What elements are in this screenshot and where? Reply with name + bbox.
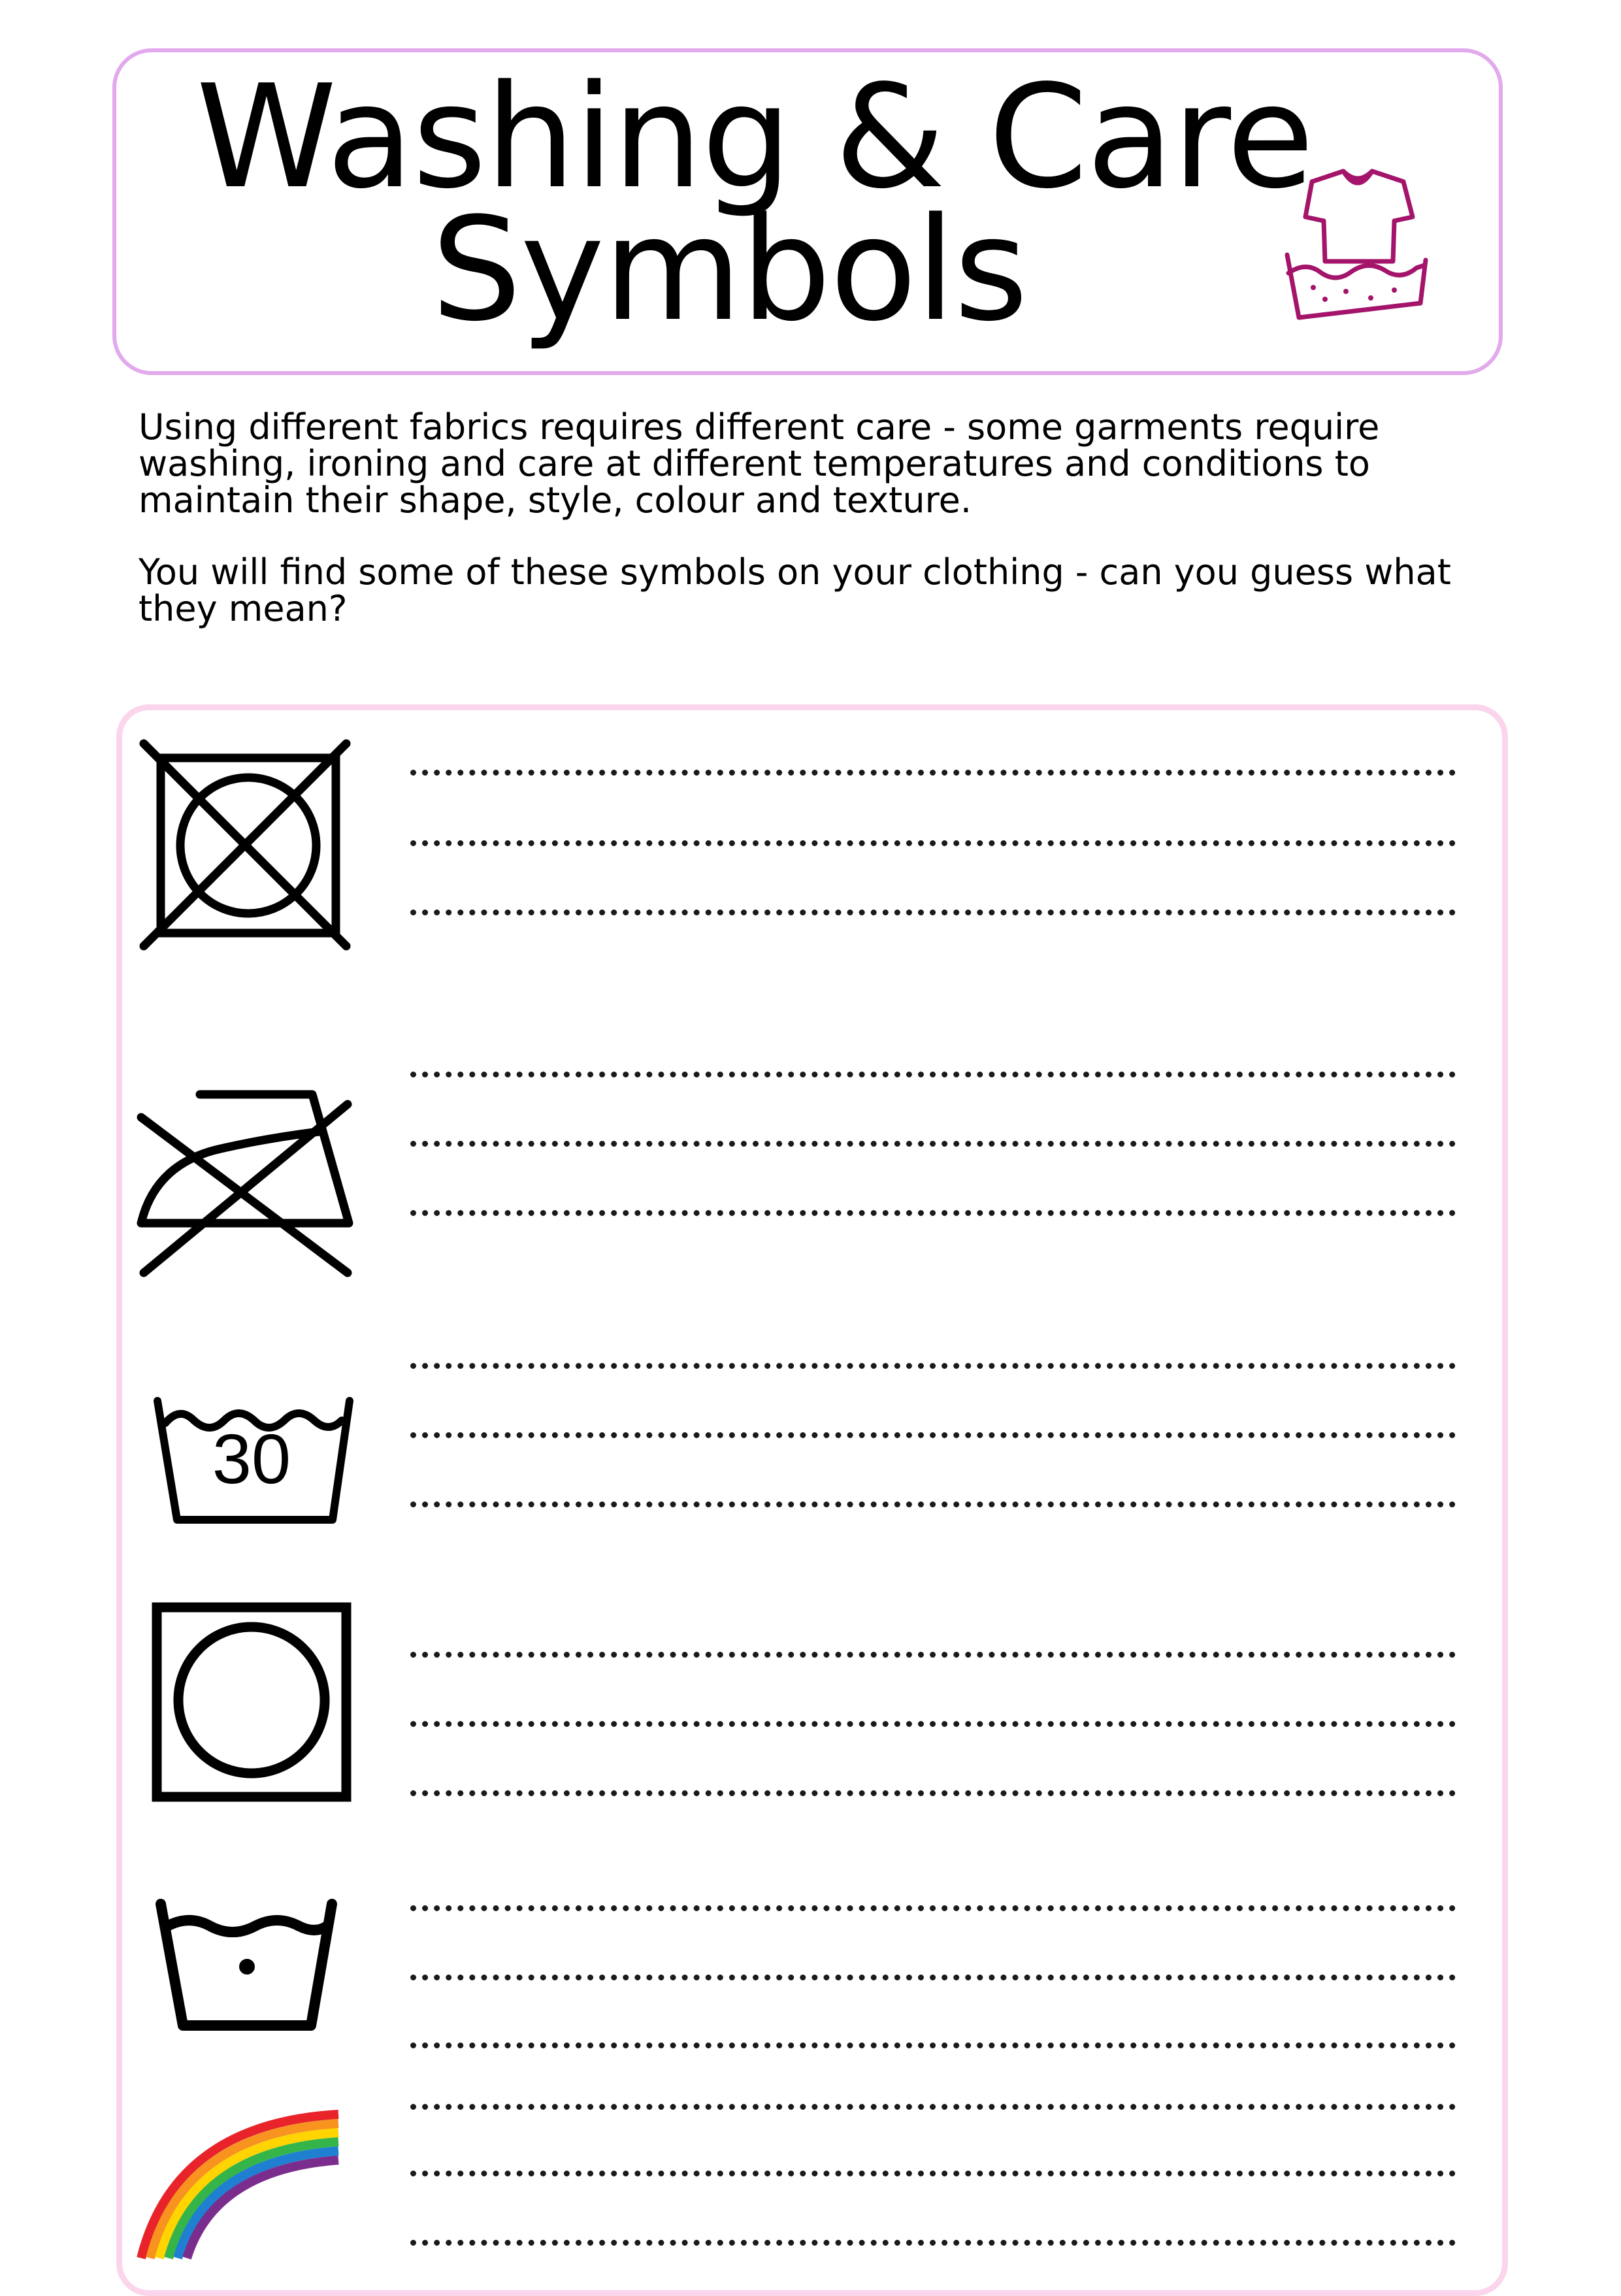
wash-cold-icon (150, 1895, 346, 2039)
do-not-tumble-dry-icon (137, 737, 353, 953)
wash-30-icon (147, 1392, 356, 1529)
answer-line[interactable] (410, 910, 1456, 915)
answer-line[interactable] (410, 2104, 1456, 2110)
answer-line[interactable] (410, 1141, 1456, 1147)
do-not-iron-icon (136, 1078, 358, 1281)
wash-temperature-label: 30 (212, 1419, 291, 1498)
rainbow-icon (136, 2104, 345, 2261)
intro-paragraph-1: Using different fabrics requires different care - some garments require washing, ironing and care at different temperatures and conditions to maintain their shape, style, colour and texture. (139, 406, 1380, 521)
page-title-line-1: Washing & Care (196, 55, 1313, 220)
answer-line[interactable] (410, 1501, 1456, 1507)
answer-line[interactable] (410, 1975, 1456, 1980)
answer-line[interactable] (410, 1432, 1456, 1438)
intro-paragraph-2: You will find some of these symbols on your clothing - can you guess what they mean? (139, 551, 1451, 629)
answer-line[interactable] (410, 1210, 1456, 1216)
answer-line[interactable] (410, 1652, 1456, 1658)
answer-line[interactable] (410, 2042, 1456, 2048)
answer-line[interactable] (410, 1905, 1456, 1911)
tshirt-washing-icon (1273, 163, 1436, 327)
answer-line[interactable] (410, 770, 1456, 776)
tumble-dry-icon (152, 1602, 354, 1805)
answer-line[interactable] (410, 1721, 1456, 1727)
page-title-line-2: Symbols (431, 188, 1027, 353)
answer-line[interactable] (410, 1072, 1456, 1077)
answer-line[interactable] (410, 840, 1456, 846)
answer-line[interactable] (410, 1363, 1456, 1369)
answer-line[interactable] (410, 2240, 1456, 2246)
answer-line[interactable] (410, 1790, 1456, 1796)
answer-line[interactable] (410, 2171, 1456, 2176)
